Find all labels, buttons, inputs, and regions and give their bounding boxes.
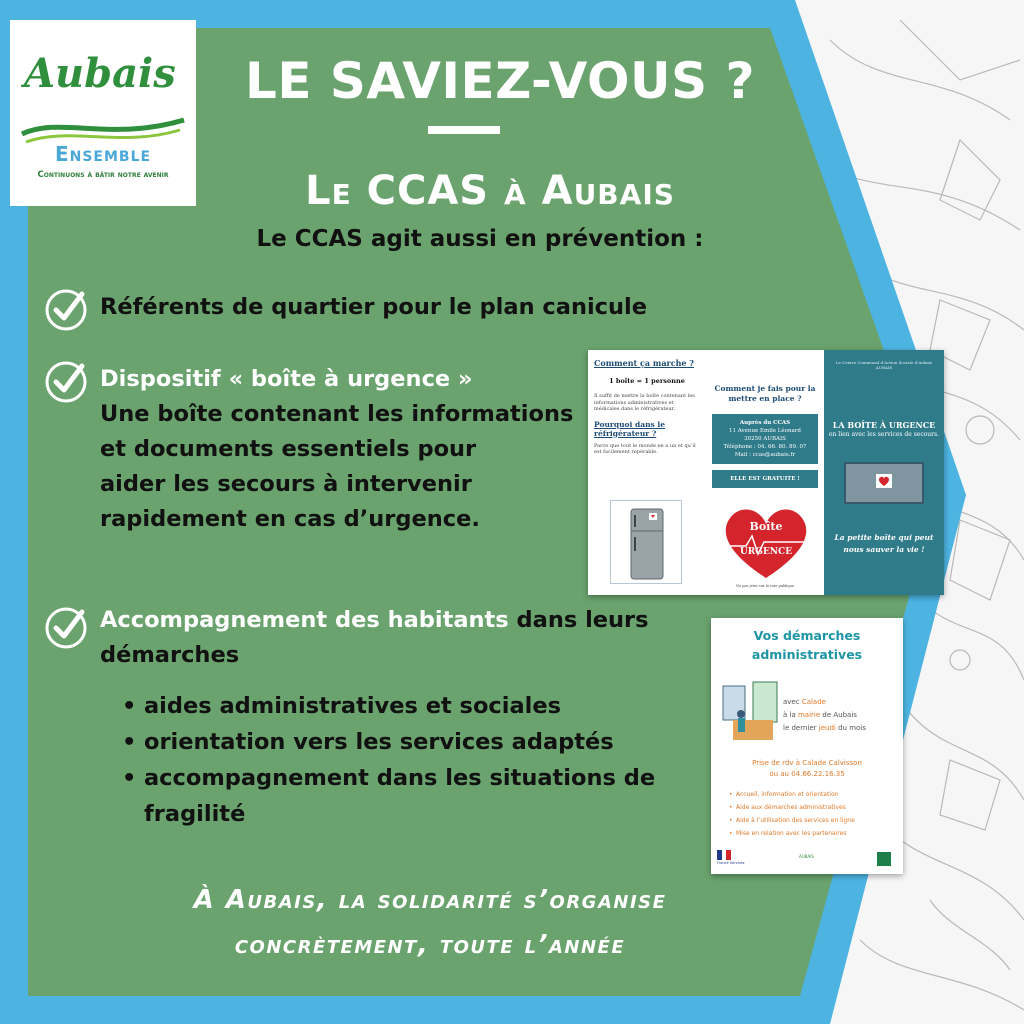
- brochure-address-city: 30250 AUBAIS: [744, 436, 786, 442]
- brochure-quote: La petite boîte qui peut nous sauver la vie !: [834, 533, 934, 554]
- flyer-with-line2: [783, 709, 901, 722]
- list-item: • orientation vers les services adaptés: [122, 724, 662, 760]
- heart-word2: URGENCE: [739, 547, 793, 557]
- box-heart-icon: [846, 464, 922, 502]
- brochure-col-cover: [824, 350, 944, 595]
- aubais-ensemble-logo: [10, 20, 196, 206]
- section-title: Le CCAS à Aubais: [305, 168, 675, 214]
- flyer-rdv-line1: Prise de rdv à Calade Calvisson: [752, 759, 862, 767]
- footer-line1: À Aubais, la solidarité s’organise: [193, 885, 667, 915]
- brochure-setup-question: Comment je fais pour la mettre en place ?: [714, 384, 816, 403]
- flyer-rdv-line2: ou au 04.66.22.16.35: [769, 770, 845, 778]
- list-item: • accompagnement dans les situations de fragilité: [122, 760, 662, 832]
- flyer-with-line3: [783, 722, 901, 735]
- brochure-address-mail: Mail : ccas@aubais.fr: [734, 452, 796, 458]
- item-heatwave-referents: Référents de quartier pour le plan canicule: [100, 294, 647, 320]
- intro-text: Le CCAS agit aussi en prévention :: [256, 226, 704, 252]
- flyer-with-3b: jeudi: [818, 724, 836, 732]
- emergency-box-label: Dispositif: [100, 366, 221, 392]
- support-sub-list: [122, 688, 662, 832]
- brochure-panel-title: LA BOÎTE À URGENCE: [832, 420, 936, 430]
- item-emergency-box: [100, 362, 600, 537]
- flyer-with-2a: à la: [783, 711, 798, 719]
- flyer-with-3c: du mois: [835, 724, 866, 732]
- list-item: • Mise en relation avec les partenaires: [729, 827, 899, 840]
- emergency-box-line: et documents essentiels pour: [100, 436, 477, 462]
- brochure-org-mark: AUBAIS: [875, 365, 893, 370]
- list-item: • aides administratives et sociales: [122, 688, 662, 724]
- office-illustration-icon: [719, 680, 783, 746]
- emergency-box-name: « boîte à urgence »: [228, 366, 473, 392]
- brochure-org-name: Le Centre Communal d’Action Sociale d’Aubais: [835, 360, 933, 365]
- flyer-with-3a: le dernier: [783, 724, 819, 732]
- support-highlight: Accompagnement des habitants: [100, 607, 509, 633]
- flyer-title: [711, 626, 903, 664]
- flyer-with-2c: de Aubais: [820, 711, 857, 719]
- footer-line2: concrètement, toute l’année: [234, 930, 626, 960]
- fridge-icon: [611, 501, 683, 585]
- support-heading: [100, 603, 680, 638]
- brochure-free-badge: ELLE EST GRATUITE !: [712, 470, 818, 488]
- partner-logo-icon: [877, 852, 891, 866]
- flyer-with-line1: [783, 696, 901, 709]
- support-line2: démarches: [100, 642, 240, 668]
- fridge-image: [610, 500, 682, 584]
- brochure-footnote: Ne pas jeter sur la voie publique: [736, 584, 794, 588]
- title-divider: [428, 126, 500, 134]
- brochure-address: [712, 414, 818, 464]
- emergency-box-line: Une boîte contenant les informations: [100, 401, 574, 427]
- heart-icon: [716, 502, 816, 582]
- flyer-title-line1: Vos démarches: [753, 628, 861, 643]
- brochure-panel-sub: en lien avec les services de secours.: [828, 431, 940, 438]
- flyer-services-list: [729, 788, 899, 840]
- brochure-address-street: 11 Avenue Emile Léonard: [729, 428, 801, 434]
- check-circle-icon: [44, 286, 90, 332]
- brochure-address-name: Auprès du CCAS: [739, 420, 791, 426]
- emergency-box-brochure: [588, 350, 944, 595]
- france-flag-icon: [717, 850, 731, 860]
- footer-slogan: [60, 878, 800, 968]
- logo-name: Aubais: [24, 50, 176, 97]
- flyer-mid-logo: AUBAIS: [799, 854, 814, 859]
- brochure-why-heading: Pourquoi dans le réfrigérateur ?: [594, 419, 666, 438]
- logo-subtitle: Ensemble: [54, 142, 152, 166]
- list-item: • Aide aux démarches administratives: [729, 801, 899, 814]
- brochure-address-phone: Téléphone : 04. 66. 80. 89. 07: [723, 444, 807, 450]
- list-item: • Accueil, information et orientation: [729, 788, 899, 801]
- flyer-title-line2: administratives: [751, 647, 863, 662]
- brochure-how-heading: Comment ça marche ?: [594, 358, 694, 368]
- page-title: LE SAVIEZ-VOUS ?: [244, 52, 756, 110]
- brochure-org: [824, 360, 944, 370]
- brochure-how-text: Il suffit de mettre la boîte contenant les informations administratives et médicales dans le réfrigérateur.: [594, 393, 695, 412]
- emergency-box-photo: [844, 462, 924, 504]
- support-rest: dans leurs: [508, 607, 649, 633]
- brochure-col-how: [588, 350, 706, 595]
- check-circle-icon: [44, 604, 90, 650]
- logo-tagline: Continuons à bâtir notre avenir: [37, 170, 169, 180]
- flyer-with-1b: Calade: [801, 698, 826, 706]
- flyer-schedule: [783, 696, 901, 735]
- brochure-why-text: Parce que tout le monde en a un et qu’il est facilement repérable.: [594, 442, 696, 455]
- admin-procedures-flyer: [711, 618, 903, 874]
- flyer-appointment: [711, 758, 903, 780]
- flyer-with-2b: mairie: [797, 711, 821, 719]
- check-circle-icon: [44, 358, 90, 404]
- emergency-box-line: aider les secours à intervenir: [100, 471, 472, 497]
- list-item: • Aide à l’utilisation des services en ligne: [729, 814, 899, 827]
- flyer-with-1a: avec: [783, 698, 802, 706]
- emergency-box-line: rapidement en cas d’urgence.: [100, 506, 480, 532]
- flyer-flag-label: France Services: [717, 861, 745, 865]
- heart-word1: Boîte: [749, 520, 783, 533]
- item-support: [100, 603, 680, 673]
- brochure-rule: 1 boîte = 1 personne: [609, 377, 685, 385]
- emergency-box-heading: [100, 362, 600, 397]
